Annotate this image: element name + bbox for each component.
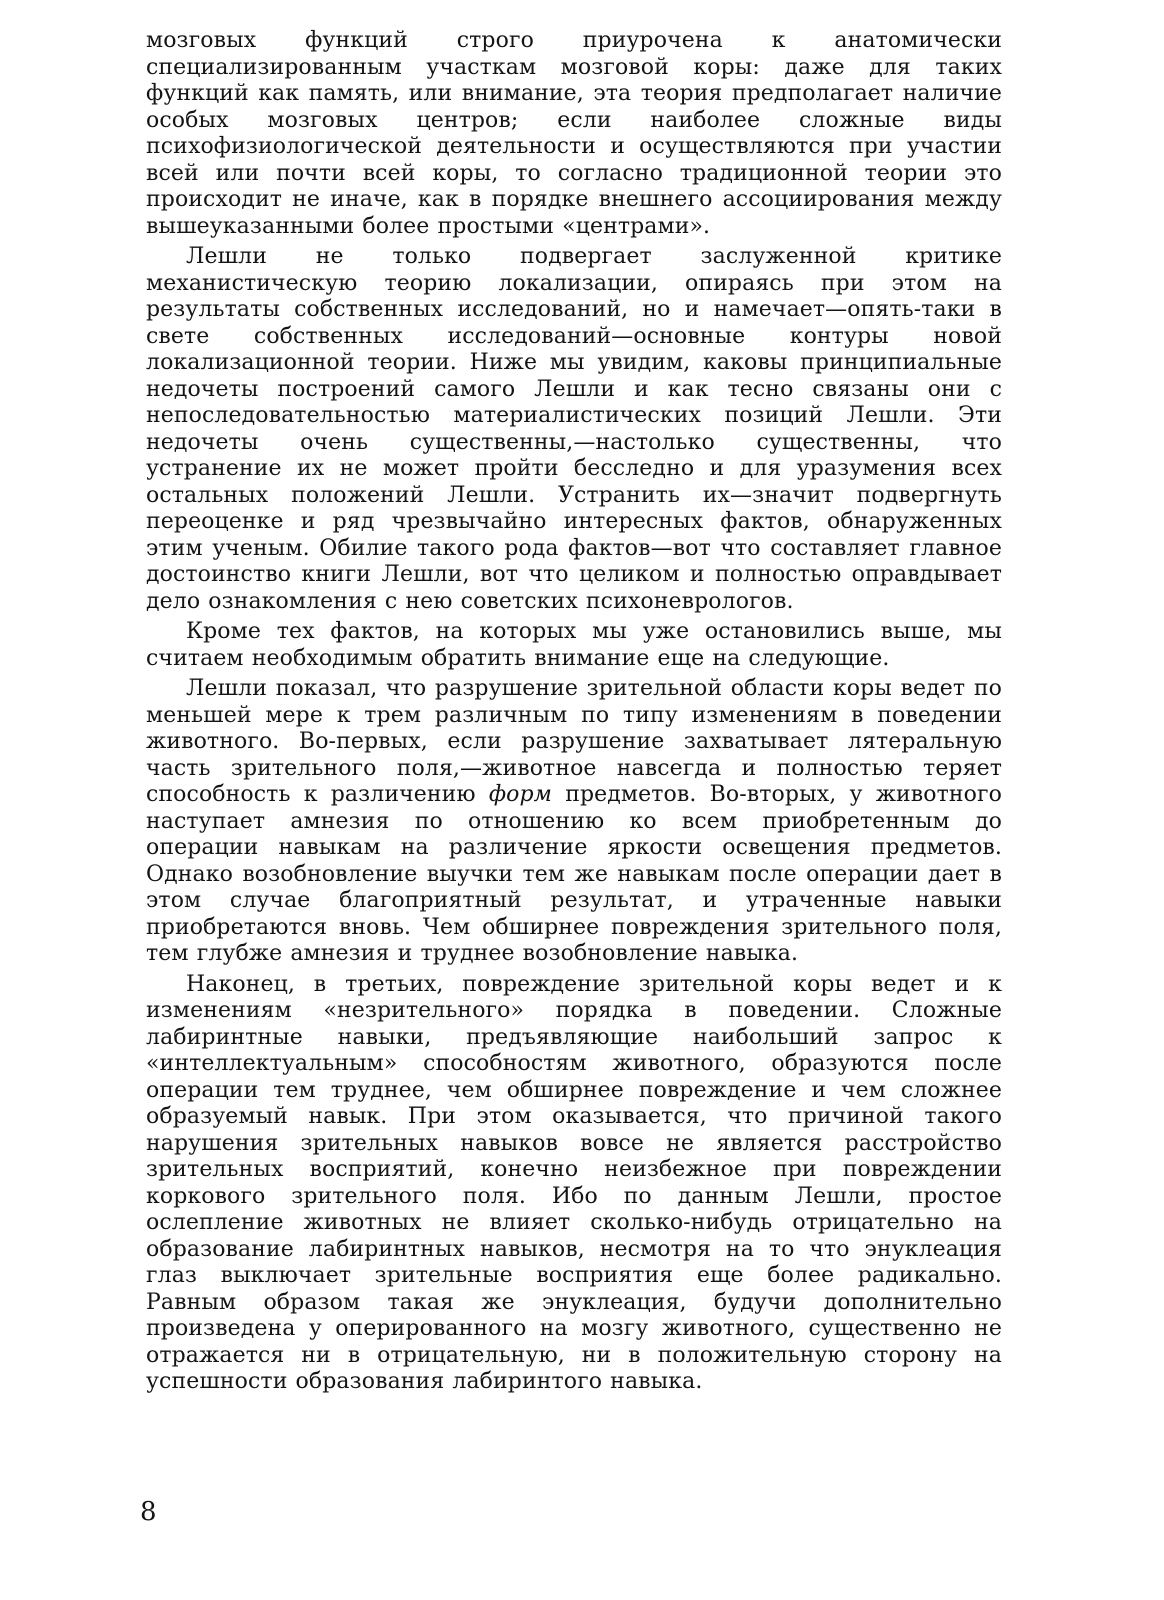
paragraph-other-facts: Кроме тех фактов, на которых мы уже остановились выше, мы считаем необходимым обратить внимание еще на следующие. <box>146 619 1002 671</box>
paragraph-continuation: мозговых функций строго приурочена к анатомически специализированным участкам мозговой коры: даже для таких функций как память, или внимание, эта теория предполагает наличие особых мозговых центров; если наиболее сложные виды психофизиологической деятельности и осуществляются при участии всей или почти всей коры, то согласно традиционной теории это происходит не иначе, как в порядке внешнего ассоциирования между вышеуказанными более простыми «центрами». <box>146 28 1002 239</box>
emphasis-text: форм <box>488 782 553 807</box>
page-body <box>146 28 1002 1400</box>
paragraph-text: Лешли показал, что разрушение зрительной области коры ведет по меньшей мере к трем различным по типу изменениям в поведении животного. Во-первых, если разрушение захватывает лятеральную часть зрительного поля,—животное навсегда и полностью теряет способность к различению <box>146 676 1002 807</box>
paragraph-text: предметов. Во-вторых, у животного наступает амнезия по отношению ко всем приобретенным до операции навыкам на различение яркости освещения предметов. Однако возобновление выучки тем же навыкам после операции дает в этом случае благоприятный результат, и утраченные навыки приобретаются вновь. Чем обширнее повреждения зрительного поля, тем глубже амнезия и труднее возобновление навыка. <box>146 782 1002 966</box>
page-number: 8 <box>140 1497 157 1527</box>
paragraph-third-change: Наконец, в третьих, повреждение зрительной коры ведет и к изменениям «незрительного» порядка в поведении. Сложные лабиринтные навыки, предъявляющие наибольший запрос к «интеллектуальным» способностям животного, образуются после операции тем труднее, чем обширнее повреждение и чем сложнее образуемый навык. При этом оказывается, что причиной такого нарушения зрительных навыков вовсе не является расстройство зрительных восприятий, конечно неизбежное при повреждении коркового зрительного поля. Ибо по данным Лешли, простое ослепление животных не влияет сколько-нибудь отрицательно на образование лабиринтных навыков, несмотря на то что энуклеация глаз выключает зрительные восприятия еще более радикально. Равным образом такая же энуклеация, будучи дополнительно произведена у оперированного на мозгу животного, существенно не отражается ни в отрицательную, ни в положительную сторону на успешности образования лабиринтого навыка. <box>146 971 1002 1394</box>
paragraph-lashley-critique: Лешли не только подвергает заслуженной критике механистическую теорию локализации, опираясь при этом на результаты собственных исследований, но и намечает—опять-таки в свете собственных исследований—основные контуры новой локализационной теории. Ниже мы увидим, каковы принципиальные недочеты построений самого Лешли и как тесно связаны они с непоследовательностью материалистических позиций Лешли. Эти недочеты очень существенны,—настолько существенны, что устранение их не может пройти бесследно и для уразумения всех остальных положений Лешли. Устранить их—значит подвергнуть переоценке и ряд чрезвычайно интересных фактов, обнаруженных этим ученым. Обилие такого рода фактов—вот что составляет главное достоинство книги Лешли, вот что целиком и полностью оправдывает дело ознакомления с нею советских психоневрологов. <box>146 244 1002 614</box>
paragraph-visual-area <box>146 676 1002 968</box>
